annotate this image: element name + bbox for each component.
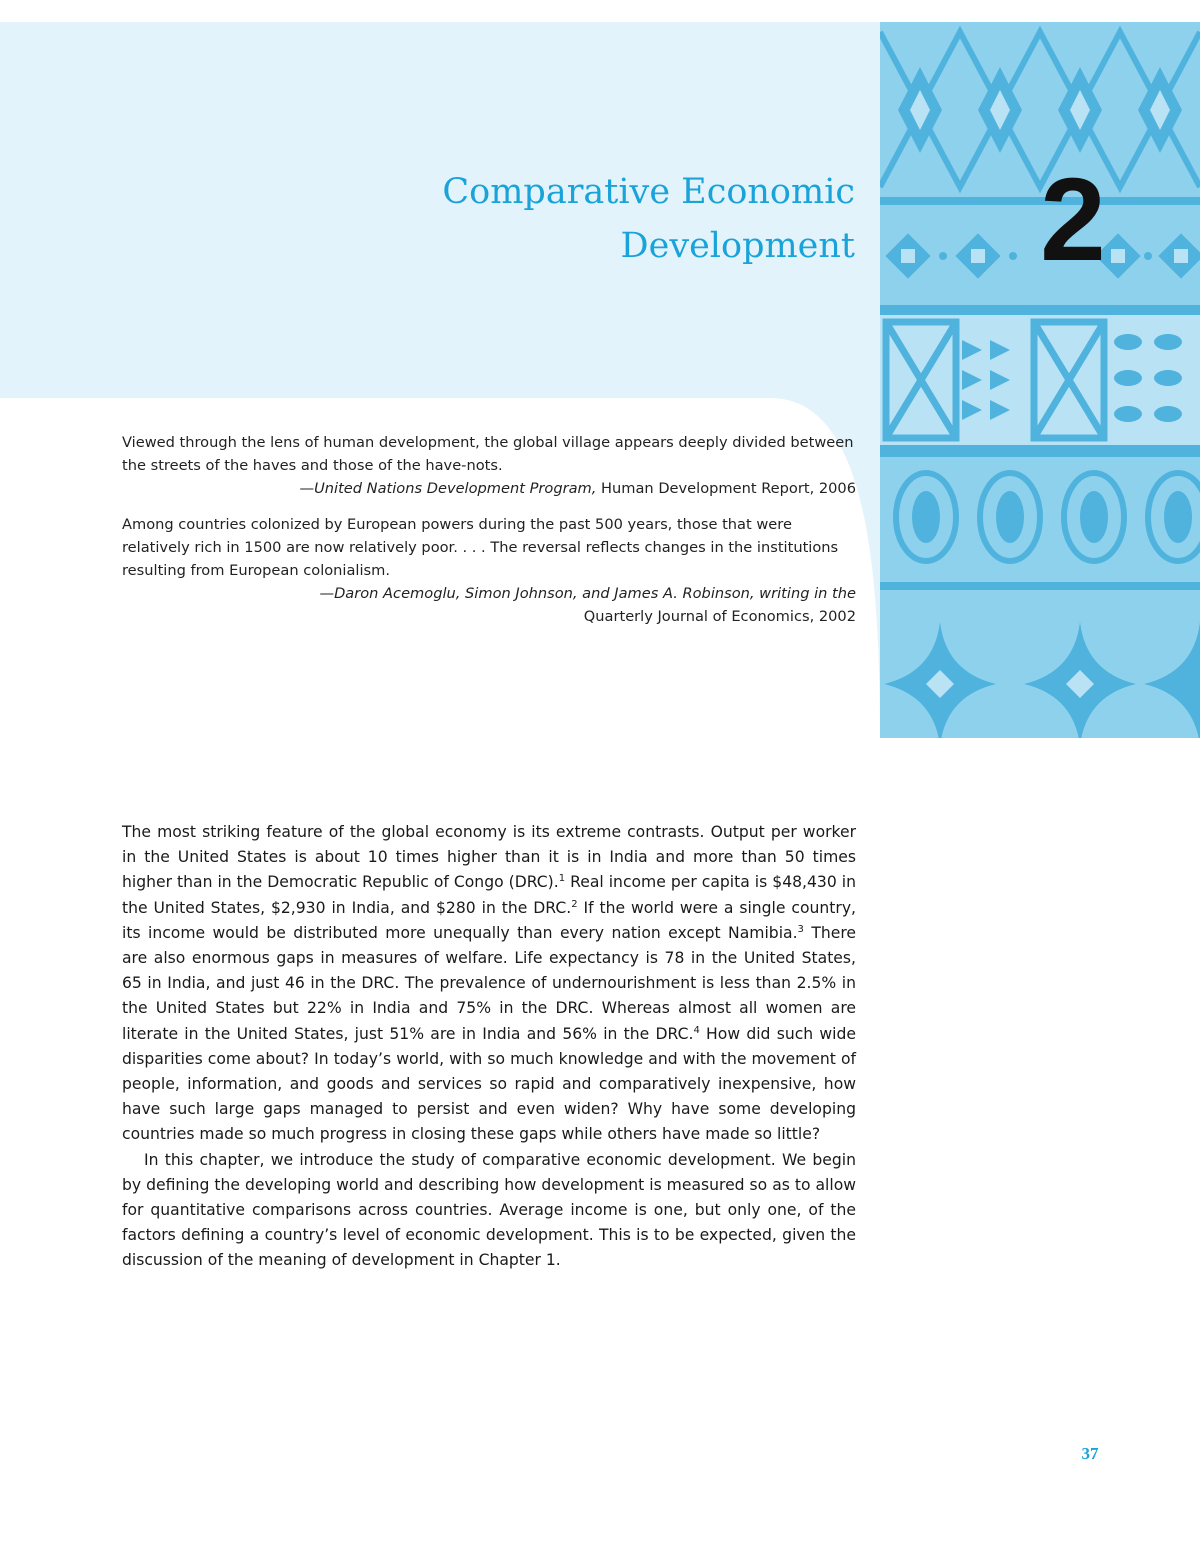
header-band-shape <box>0 22 880 738</box>
chapter-number: 2 <box>1040 154 1106 286</box>
epigraph-2-source: Quarterly Journal of Economics, 2002 <box>583 608 856 625</box>
p1-sentence-1: The most striking feature of the global economy is its extreme contrasts. Output per worker in the United States is about 10 times higher than it is in India and more than 50 times higher than in the Democratic Republic of Congo (DRC). <box>122 823 856 892</box>
tribal-pattern-graphic <box>880 22 1200 738</box>
epigraph-1-dash: — <box>299 480 315 497</box>
p1-sentence-4: There are also enormous gaps in measures of welfare. Life expectancy is 78 in the United States, 65 in India, and just 46 in the DRC. The prevalence of undernourishment is less than 2.5% in the United States but 22% in India and 75% in the DRC. Whereas almost all women are literate in the United States, just 51% are in India and 56% in the DRC. <box>122 923 857 1043</box>
epigraph-1-source: Human Development Report, 2006 <box>596 480 856 497</box>
chapter-title-line-2: Development <box>620 226 855 266</box>
p1-sentence-2: Real income per capita is $48,430 in the United States, $2,930 in India, and $280 in the DRC. <box>122 873 856 917</box>
footnote-ref-1[interactable]: 1 <box>558 873 566 885</box>
decorative-pattern-panel <box>880 22 1200 738</box>
epigraphs <box>122 431 856 628</box>
footnote-ref-2[interactable]: 2 <box>571 898 578 910</box>
epigraph-1 <box>122 431 856 500</box>
epigraph-2-quote: Among countries colonized by European powers during the past 500 years, those that were relatively rich in 1500 are now relatively poor. . . . The reversal reflects changes in the institutions resulting from European colonialism. <box>122 516 839 579</box>
epigraph-2-attribution <box>122 582 856 605</box>
epigraph-1-attribution <box>122 477 856 500</box>
chapter-title <box>300 165 855 273</box>
epigraph-2-authors: —Daron Acemoglu, Simon Johnson, and James A. Robinson, writing in the <box>319 585 856 602</box>
body-paragraph-1 <box>122 820 856 1148</box>
footnote-ref-4[interactable]: 4 <box>693 1024 700 1036</box>
epigraph-1-source-italic: United Nations Development Program, <box>314 480 597 497</box>
epigraph-2 <box>122 513 856 628</box>
chapter-title-line-1: Comparative Economic <box>442 172 855 212</box>
p1-sentence-5: How did such wide disparities come about? In today’s world, with so much knowledge and with the movement of people, information, and goods and services so rapid and comparatively inexpensive, how have such large gaps managed to persist and even widen? Why have some developing countries made so much progress in closing these gaps while others have made so little? <box>122 1024 856 1144</box>
page-number: 37 <box>1081 1444 1099 1463</box>
chapter-header-band <box>0 22 880 738</box>
footnote-ref-3[interactable]: 3 <box>797 923 804 935</box>
p1-sentence-3: If the world were a single country, its income would be distributed more unequally than every nation except Namibia. <box>122 898 856 942</box>
epigraph-1-quote: Viewed through the lens of human development, the global village appears deeply divided between the streets of the haves and those of the have-nots. <box>122 434 854 474</box>
body-text <box>122 820 856 1274</box>
body-paragraph-2: In this chapter, we introduce the study of comparative economic development. We begin by defining the developing world and describing how development is measured so as to allow for quantitative comparisons across countries. Average income is one, but only one, of the factors defining a country’s level of economic development. This is to be expected, given the discussion of the meaning of development in Chapter 1. <box>122 1150 856 1270</box>
